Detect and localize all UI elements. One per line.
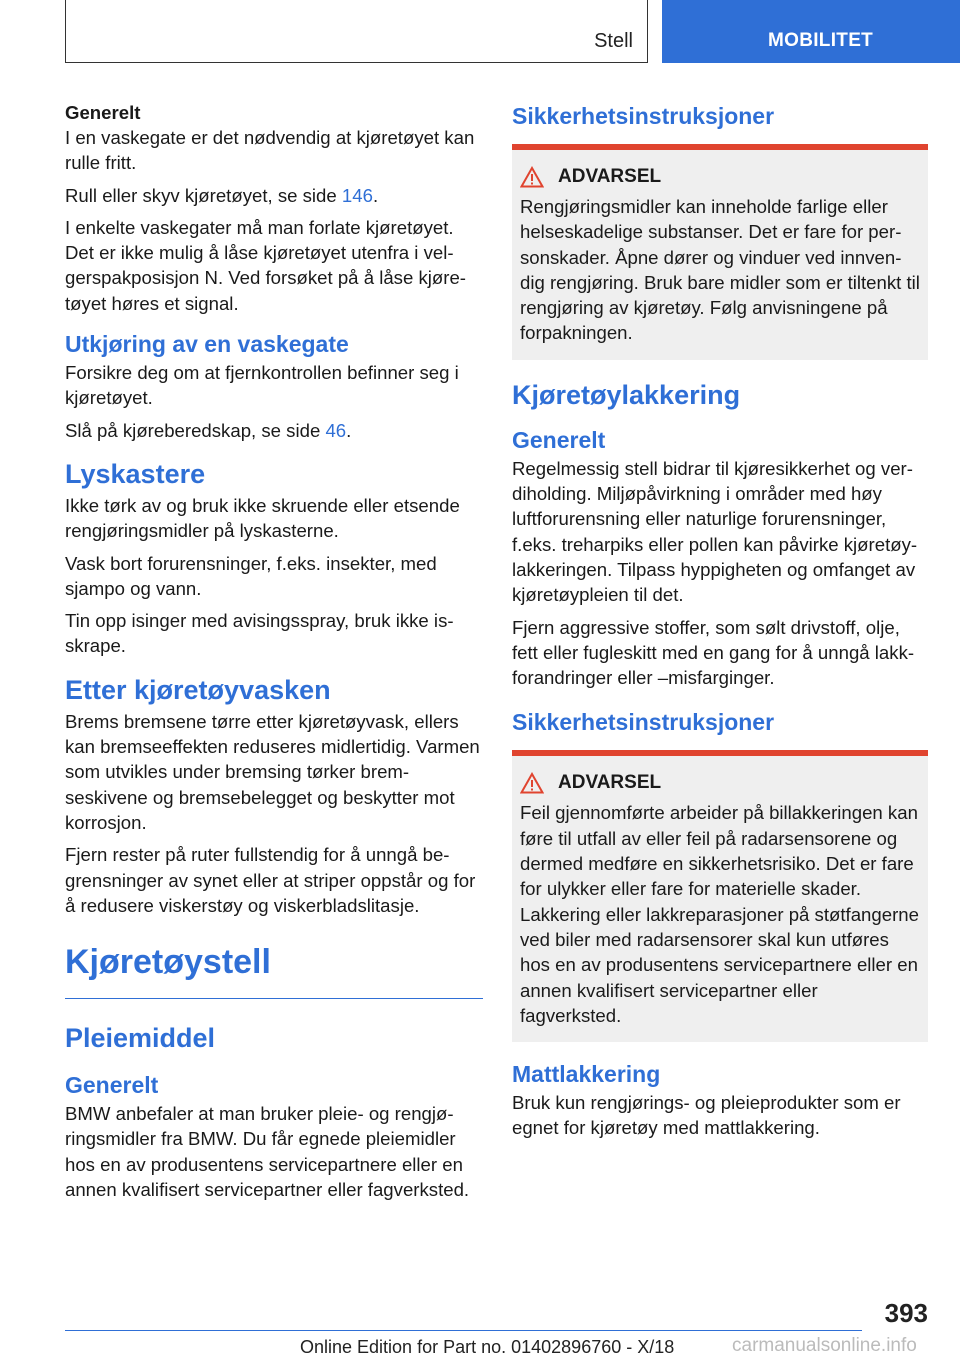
warning-title: ADVARSEL	[558, 166, 662, 187]
paragraph: Ikke tørk av og bruk ikke skruende eller etsende rengjøringsmidler på lyskasterne.	[65, 494, 460, 542]
warning-title: ADVARSEL	[558, 772, 662, 794]
heading-etter-vask: Etter kjøretøyvasken	[65, 674, 331, 705]
warning-text: Feil gjennomførte arbeider på billakkeringen kan føre til utfall av eller feil på radarsensorene og dermed medføre en sikkerhetsrisiko. Det er fare for ulykker eller fare for materielle skader. Lakkering eller lakkreparasjoner på støtfangerne ved biler med radarsensorer skal kun utføres hos en av produsentens servicepartnere eller en annen kvalifisert servicepartner eller fagverksted.	[520, 802, 919, 1026]
warning-title-row	[520, 166, 920, 188]
warning-title-row	[520, 772, 920, 794]
heading-sikkerhet: Sikkerhetsinstruksjoner	[512, 103, 775, 129]
warning-triangle-icon	[520, 166, 544, 188]
warning-text: Rengjøringsmidler kan inneholde farlige eller helseskadelige substanser. Det er fare for personskader. Åpne dører og vinduer ved innvendig rengjøring. Bruk bare midler som er tiltenkt til rengjøring av kjøretøy. Følg anvisningene på forpakningen.	[520, 196, 920, 344]
page-number: 393	[884, 1298, 928, 1328]
page-link-146[interactable]: 146	[341, 184, 373, 206]
paragraph: Tin opp isinger med avisingsspray, bruk ikke isskrape.	[65, 610, 454, 657]
header-chapter-tab[interactable]	[662, 0, 960, 63]
left-column	[65, 100, 483, 1209]
paragraph: I enkelte vaskegater må man forlate kjøretøyet. Det er ikke mulig å låse kjøretøyet utenfra i velgerspakposisjon N. Ved forsøket på å låse kjøretøyet høres et signal.	[65, 216, 466, 314]
heading-pleiemiddel: Pleiemiddel	[65, 1023, 216, 1054]
paragraph: BMW anbefaler at man bruker pleie- og rengjøringsmidler fra BMW. Du får egnede pleiemidler hos en av produsentens servicepartnere eller en annen kvalifisert servicepartner eller fagverksted.	[65, 1103, 470, 1201]
heading-generelt: Generelt	[512, 426, 606, 453]
heading-lakkering: Kjøretøylakkering	[512, 379, 741, 410]
heading-lyskastere: Lyskastere	[65, 458, 206, 489]
warning-triangle-icon	[520, 772, 544, 794]
heading-utkjoring: Utkjøring av en vaskegate	[65, 331, 349, 358]
paragraph: Forsikre deg om at fjernkontrollen befinner seg i kjøretøyet.	[65, 362, 459, 409]
paragraph-with-link: Rull eller skyv kjøretøyet, se side 146.	[65, 184, 379, 206]
paragraph: Fjern aggressive stoffer, som sølt drivstoff, olje, fett eller fugleskitt med en gang for å unngå lakkforandringer eller –misfarginger.	[512, 616, 915, 689]
paragraph: I en vaskegate er det nødvendig at kjøretøyet kan rulle fritt.	[65, 127, 475, 174]
page-link-46[interactable]: 46	[325, 419, 347, 441]
heading-generelt: Generelt	[65, 1072, 159, 1099]
paragraph: Bruk kun rengjørings- og pleieprodukter som er egnet for kjøretøy med mattlakkering.	[512, 1092, 901, 1139]
header-section-title: Stell	[594, 30, 633, 52]
header-section-box	[65, 0, 648, 63]
paragraph: Fjern rester på ruter fullstendig for å unngå begrensninger av synet eller at striper oppstår og for å redusere viskerstøy og viskerbladslitasje.	[65, 844, 476, 916]
warning-box	[512, 750, 928, 1042]
heading-sikkerhet: Sikkerhetsinstruksjoner	[512, 709, 775, 736]
watermark: carmanualsonline.info	[732, 1335, 917, 1356]
paragraph: Brems bremsene tørre etter kjøretøyvask, ellers kan bremseeffekten reduseres midlertidig. Varmen som utvikles under bremsing tørker bremseskivene og bremsebelegget og beskytter mot korrosjon.	[65, 710, 480, 833]
paragraph: Vask bort forurensninger, f.eks. insekter, med sjampo og vann.	[65, 552, 437, 599]
paragraph: Regelmessig stell bidrar til kjøresikkerhet og verdiholding. Miljøpåvirkning i områder med høy luftforurensning eller naturlige forurensninger, f.eks. treharpiks eller pollen kan påvirke kjøretøylakkeringen. Tilpass hyppigheten og omfanget av kjøretøypleien til det.	[512, 457, 918, 606]
online-edition-text: Online Edition for Part no. 01402896760 - X/18	[300, 1337, 675, 1357]
heading-kjoretoystell: Kjøretøystell	[65, 940, 483, 999]
generelt-heading: Generelt	[65, 102, 141, 123]
heading-mattlakkering: Mattlakkering	[512, 1061, 661, 1088]
footer-divider	[65, 1330, 862, 1331]
paragraph-with-link: Slå på kjøreberedskap, se side 46.	[65, 419, 352, 441]
right-column	[512, 100, 928, 1148]
warning-box	[512, 144, 928, 360]
header-chapter-title: MOBILITET	[768, 30, 874, 51]
